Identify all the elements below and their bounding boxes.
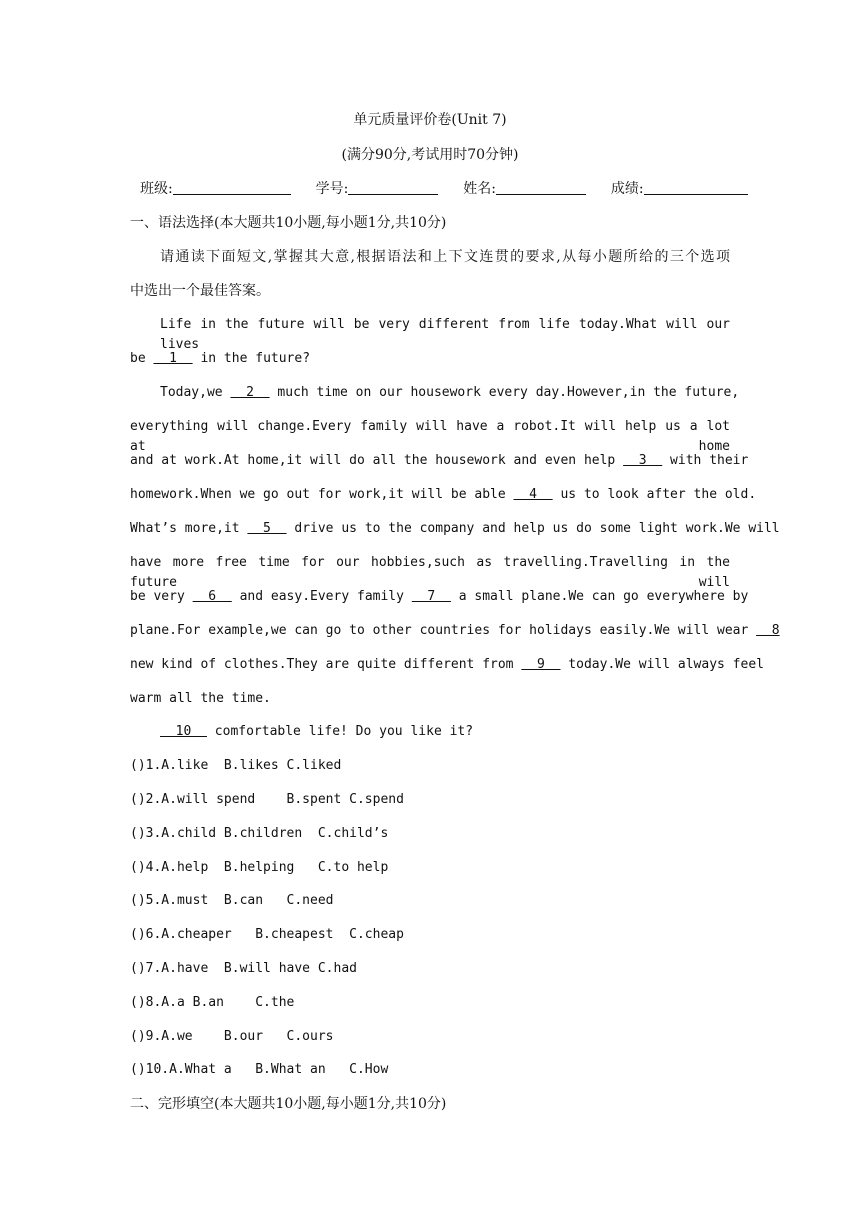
blank-9[interactable]: 9: [521, 657, 561, 672]
blank-10[interactable]: 10: [160, 724, 207, 739]
instruction-line-1: 请通读下面短文,掌握其大意,根据语法和上下文连贯的要求,从每小题所给的三个选项: [160, 249, 730, 265]
score-label: 成绩:: [610, 181, 644, 197]
option-row-8[interactable]: ()8.A.a B.an C.the: [130, 995, 295, 1010]
blank-6[interactable]: 6: [192, 589, 232, 604]
option-row-10[interactable]: ()10.A.What a B.What an C.How: [130, 1062, 389, 1077]
option-row-7[interactable]: ()7.A.have B.will have C.had: [130, 961, 357, 976]
option-row-5[interactable]: ()5.A.must B.can C.need: [130, 893, 334, 908]
option-row-6[interactable]: ()6.A.cheaper B.cheapest C.cheap: [130, 927, 404, 942]
passage-line: have more free time for our hobbies,such as travelling.Travelling in the future will: [130, 555, 730, 590]
passage-line: 10 comfortable life! Do you like it?: [160, 722, 730, 742]
blank-2[interactable]: 2: [230, 385, 270, 400]
option-row-4[interactable]: ()4.A.help B.helping C.to help: [130, 860, 389, 875]
id-label: 学号:: [315, 181, 349, 197]
option-row-2[interactable]: ()2.A.will spend B.spent C.spend: [130, 792, 404, 807]
option-row-9[interactable]: ()9.A.we B.our C.ours: [130, 1029, 334, 1044]
instruction-line-2: 中选出一个最佳答案。: [130, 283, 270, 299]
section2-heading: 二、完形填空(本大题共10小题,每小题1分,共10分): [130, 1096, 447, 1112]
id-field[interactable]: [348, 180, 438, 195]
page-title: 单元质量评价卷(Unit 7): [353, 112, 507, 128]
class-field[interactable]: [173, 180, 291, 195]
name-field[interactable]: [496, 180, 586, 195]
blank-5[interactable]: 5: [247, 521, 287, 536]
passage-line: What’s more,it 5 drive us to the company and help us do some light work.We will: [130, 519, 730, 539]
page-subtitle: (满分90分,考试用时70分钟): [341, 147, 519, 163]
passage-line: be 1 in the future?: [130, 349, 730, 369]
passage-line: Life in the future will be very different from life today.What will our lives: [160, 317, 730, 352]
name-label: 姓名:: [463, 181, 496, 197]
passage-line: and at work.At home,it will do all the housework and even help 3 with their: [130, 451, 730, 471]
blank-8[interactable]: 8: [756, 623, 780, 638]
passage-line: Today,we 2 much time on our housework every day.However,in the future,: [160, 383, 730, 403]
student-info-row: [140, 179, 730, 199]
blank-1[interactable]: 1: [153, 351, 193, 366]
passage-line: plane.For example,we can go to other countries for holidays easily.We will wear 8: [130, 621, 730, 641]
section1-heading: 一、语法选择(本大题共10小题,每小题1分,共10分): [130, 215, 447, 231]
blank-4[interactable]: 4: [513, 487, 553, 502]
option-row-1[interactable]: ()1.A.like B.likes C.liked: [130, 758, 342, 773]
passage-line: warm all the time.: [130, 691, 271, 706]
passage-line: be very 6 and easy.Every family 7 a small plane.We can go everywhere by: [130, 587, 730, 607]
passage-line: homework.When we go out for work,it will be able 4 us to look after the old.: [130, 485, 730, 505]
option-row-3[interactable]: ()3.A.child B.children C.child’s: [130, 826, 389, 841]
blank-7[interactable]: 7: [411, 589, 451, 604]
passage-line: everything will change.Every family will have a robot.It will help us a lot at home: [130, 419, 730, 454]
passage-line: new kind of clothes.They are quite different from 9 today.We will always feel: [130, 655, 730, 675]
class-label: 班级:: [140, 181, 173, 197]
blank-3[interactable]: 3: [623, 453, 663, 468]
score-field[interactable]: [644, 180, 748, 195]
